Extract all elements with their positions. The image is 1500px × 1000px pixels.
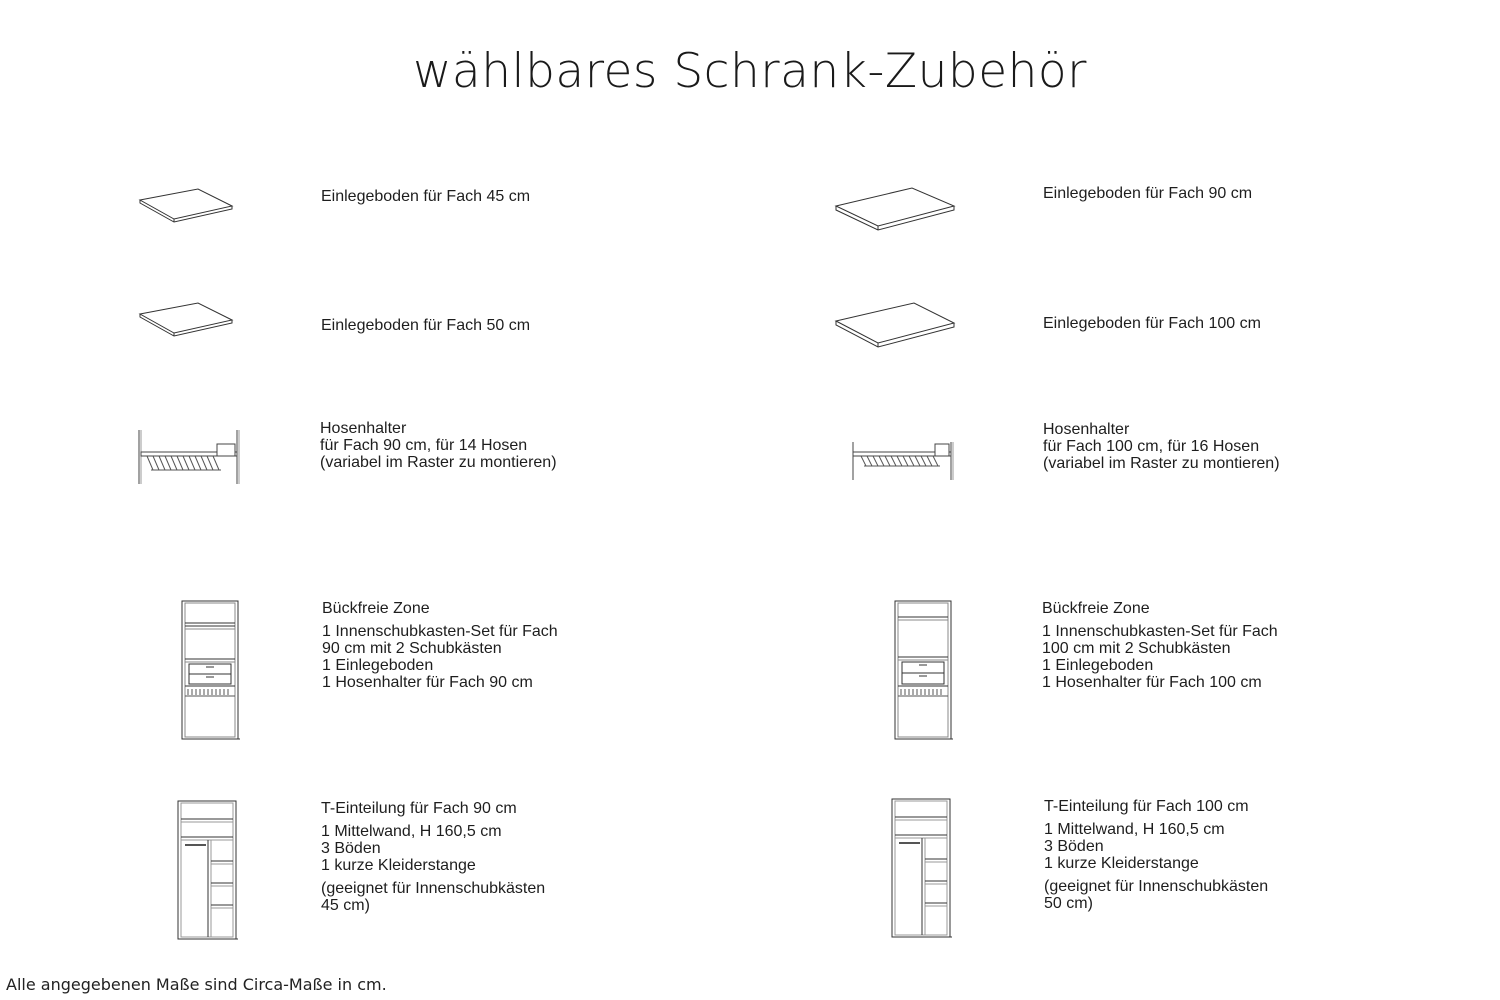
shelf-100-label: Einlegeboden für Fach 100 cm — [1043, 315, 1261, 332]
t-divider-90-text: T-Einteilung für Fach 90 cm 1 Mittelwand, H 160,5 cm 3 Böden 1 kurze Kleiderstange (geeignet für Innenschubkästen 45 cm) — [321, 800, 546, 914]
shelf-50-label: Einlegeboden für Fach 50 cm — [321, 317, 531, 334]
cabinet-drawers-icon — [893, 599, 955, 743]
shelf-45-label: Einlegeboden für Fach 45 cm — [321, 188, 531, 205]
zone-90-text: Bückfreie Zone 1 Innenschubkasten-Set für Fach 90 cm mit 2 Schubkästen 1 Einlegeboden 1 Hosenhalter für Fach 90 cm — [322, 600, 558, 691]
t-divider-100-text: T-Einteilung für Fach 100 cm 1 Mittelwand, H 160,5 cm 3 Böden 1 kurze Kleiderstange (geeignet für Innenschubkästen 50 cm) — [1044, 798, 1269, 912]
shelf-icon — [834, 186, 956, 234]
trouser-rack-icon — [851, 440, 957, 482]
shelf-90-label: Einlegeboden für Fach 90 cm — [1043, 185, 1253, 202]
shelf-icon — [834, 301, 956, 351]
cabinet-divider-icon — [176, 799, 240, 943]
page-title: wählbares Schrank-Zubehör — [412, 44, 1087, 99]
cabinet-divider-icon — [890, 797, 954, 941]
trouser-rack-90-text: Hosenhalter für Fach 90 cm, für 14 Hosen (variabel im Raster zu montieren) — [320, 420, 557, 471]
trouser-rack-100-text: Hosenhalter für Fach 100 cm, für 16 Hosen (variabel im Raster zu montieren) — [1043, 421, 1280, 472]
trouser-rack-icon — [137, 428, 243, 486]
footnote: Alle angegebenen Maße sind Circa-Maße in cm. — [6, 975, 387, 994]
cabinet-drawers-icon — [180, 599, 242, 743]
shelf-icon — [138, 300, 234, 340]
zone-100-text: Bückfreie Zone 1 Innenschubkasten-Set für Fach 100 cm mit 2 Schubkästen 1 Einlegeboden 1 Hosenhalter für Fach 100 cm — [1042, 600, 1278, 691]
shelf-icon — [138, 186, 234, 226]
